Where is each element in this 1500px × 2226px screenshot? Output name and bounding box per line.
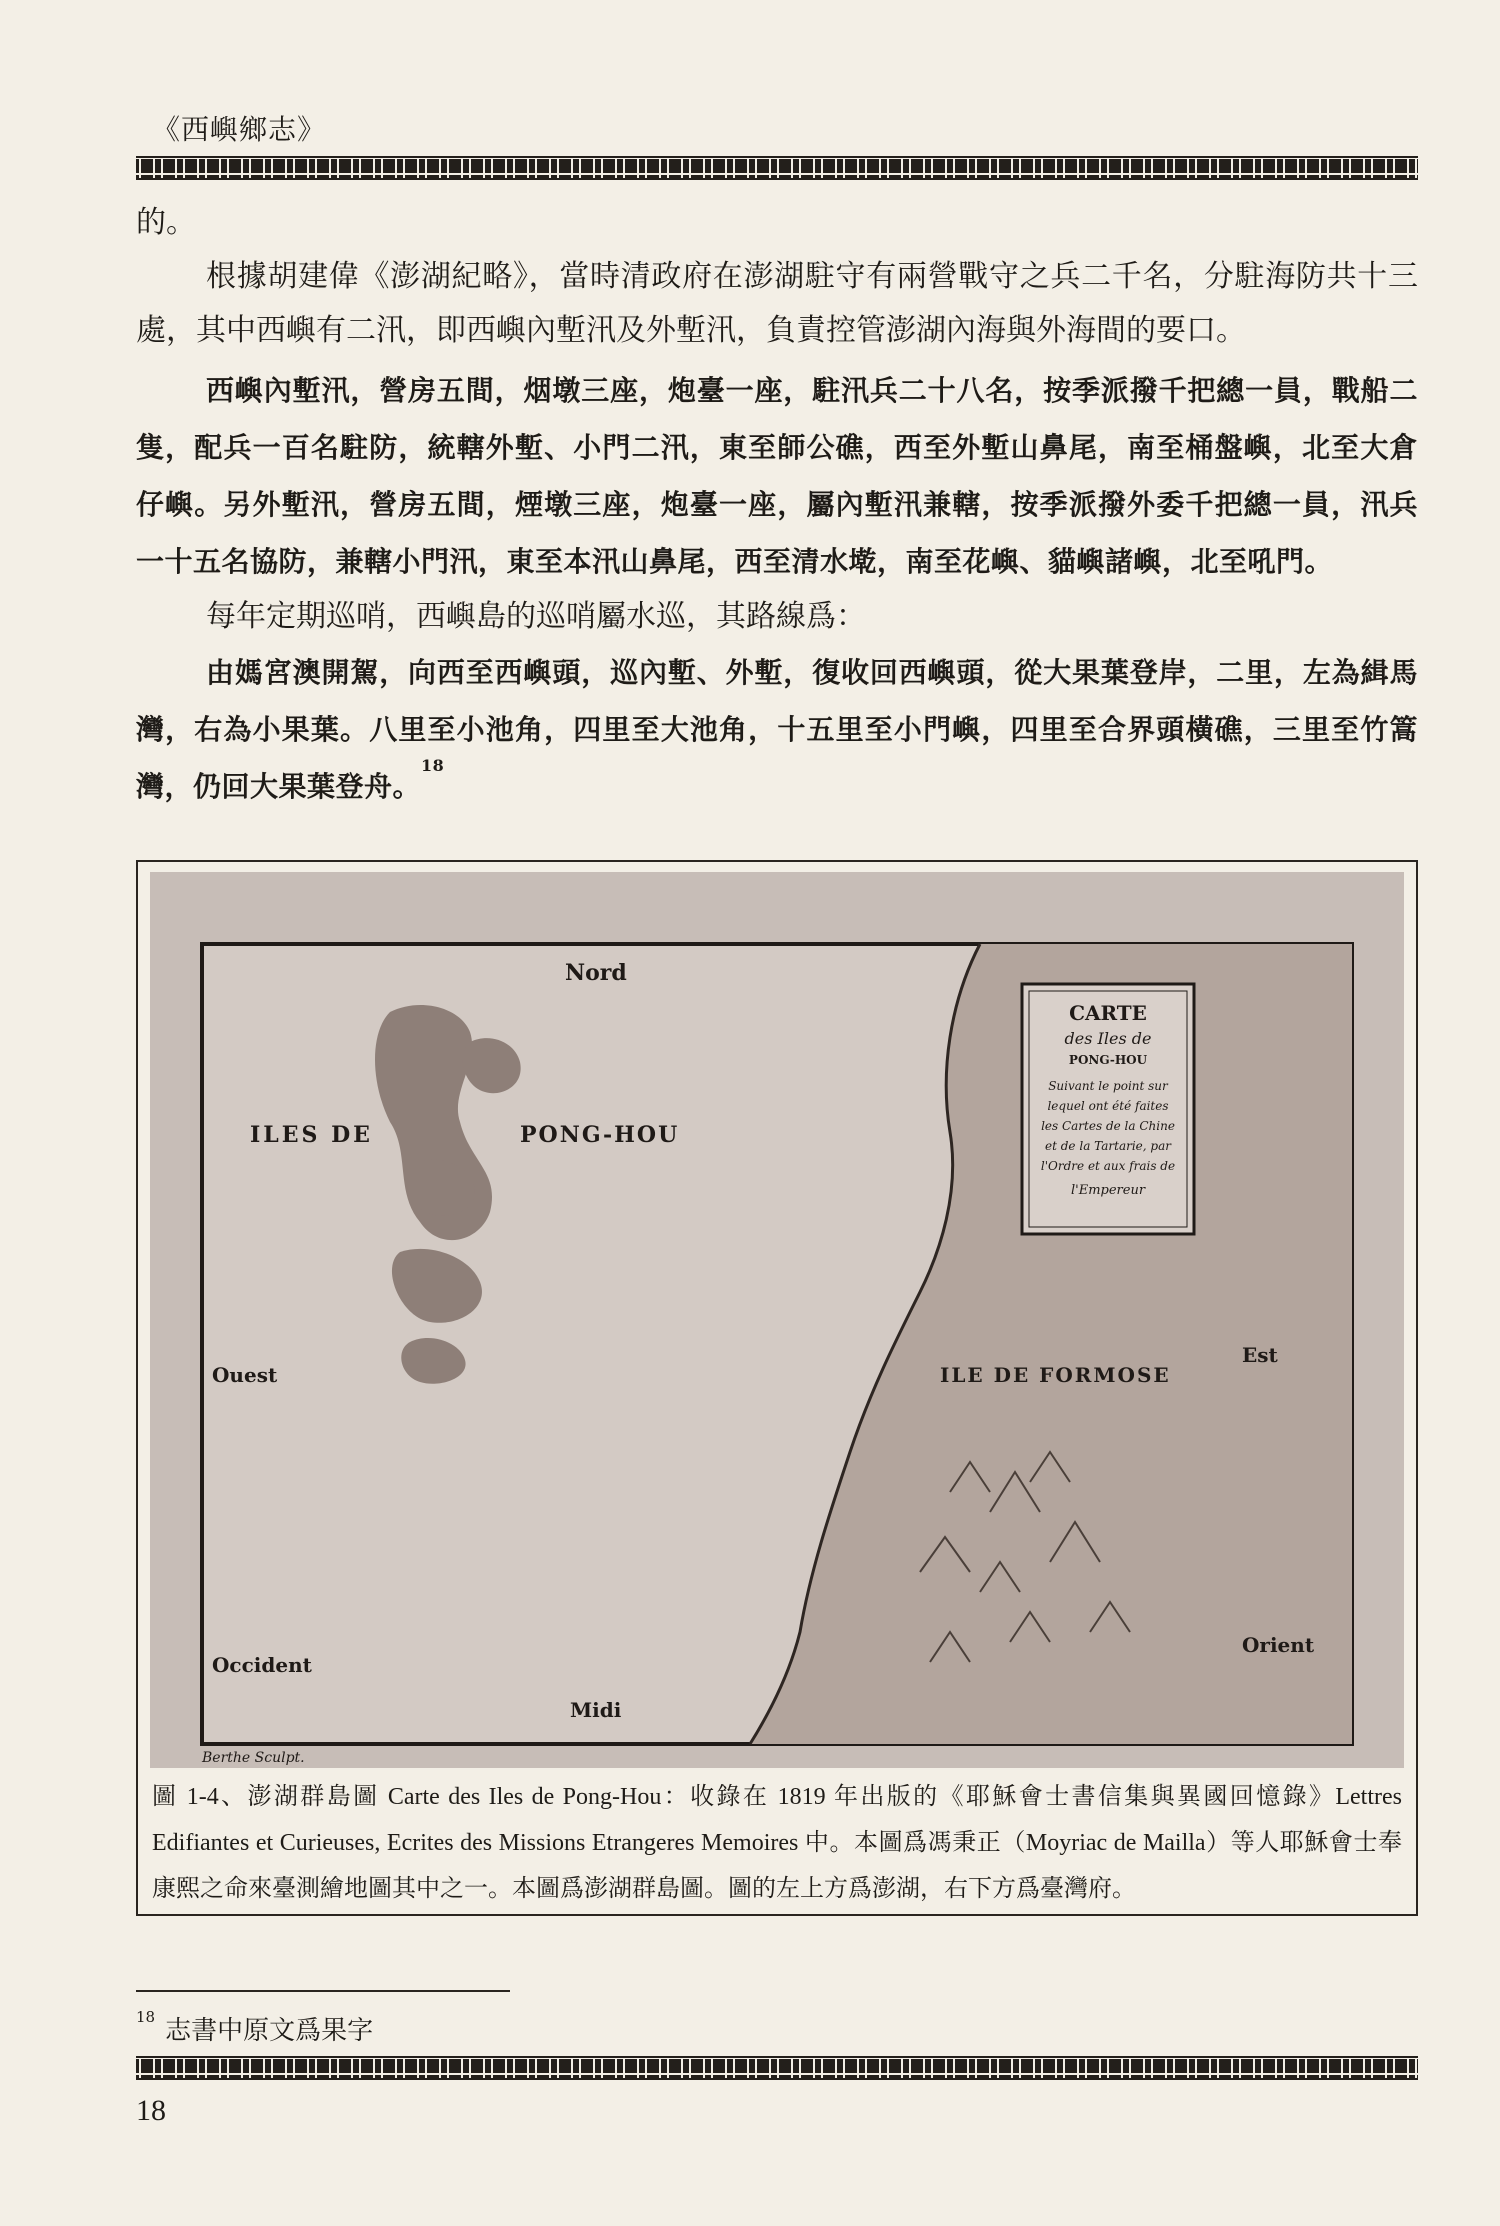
quote-patrol-route <box>136 644 1418 815</box>
cartouche-name: PONG-HOU <box>1068 1053 1148 1067</box>
page-number: 18 <box>136 2094 166 2127</box>
footnote-18 <box>136 2010 373 2047</box>
label-midi: Midi <box>570 1698 622 1722</box>
line-continuation: 的。 <box>136 205 196 240</box>
label-iles-de: ILES DE <box>250 1122 373 1148</box>
footnote-divider <box>136 1990 510 1992</box>
cartouche-line-2: lequel ont été faites <box>1047 1099 1169 1113</box>
label-est: Est <box>1242 1343 1278 1367</box>
cartouche-line-6: l'Empereur <box>1070 1183 1146 1198</box>
label-ile-de-formose: ILE DE FORMOSE <box>940 1363 1171 1387</box>
cartouche-subtitle: des Iles de <box>1064 1029 1152 1048</box>
cartouche-line-5: l'Ordre et aux frais de <box>1040 1159 1176 1173</box>
label-occident: Occident <box>212 1653 312 1677</box>
decorative-border-bottom <box>136 2056 1418 2080</box>
map-of-penghu-islands <box>150 872 1404 1768</box>
footnote-text: 志書中原文爲果字 <box>165 2016 374 2046</box>
map-cartouche <box>1022 984 1194 1234</box>
decorative-border-top <box>136 156 1418 180</box>
paragraph-patrol: 每年定期巡哨，西嶼島的巡哨屬水巡，其路線爲： <box>206 599 866 634</box>
label-ouest: Ouest <box>212 1363 278 1387</box>
label-orient: Orient <box>1242 1633 1315 1657</box>
main-text <box>136 196 1418 815</box>
cartouche-line-1: Suivant le point sur <box>1048 1079 1168 1093</box>
footnote-number: 18 <box>136 2008 156 2026</box>
cartouche-line-3: les Cartes de la Chine <box>1041 1119 1175 1133</box>
historic-map <box>150 872 1404 1768</box>
running-header: 《西嶼鄉志》 <box>152 113 327 146</box>
footnote-ref-18: 18 <box>421 756 445 775</box>
label-nord: Nord <box>565 960 627 986</box>
cartouche-title: CARTE <box>1069 1001 1147 1025</box>
paragraph-hu-jianwei: 根據胡建偉《澎湖紀略》，當時清政府在澎湖駐守有兩營戰守之兵二千名，分駐海防共十三處，其中西嶼有二汛，即西嶼內塹汛及外塹汛，負責控管澎湖內海與外海間的要口。 <box>136 259 1418 348</box>
quote-xiyu-garrisons: 西嶼內塹汛，營房五間，烟墩三座，炮臺一座，駐汛兵二十八名，按季派撥千把總一員，戰船二隻，配兵一百名駐防，統轄外塹、小門二汛，東至師公礁，西至外塹山鼻尾，南至桶盤嶼，北至大倉仔嶼。另外塹汛，營房五間，煙墩三座，炮臺一座，屬內塹汛兼轄，按季派撥外委千把總一員，汛兵一十五名協防，兼轄小門汛，東至本汛山鼻尾，西至清水墘，南至花嶼、貓嶼諸嶼，北至吼門。 <box>136 374 1418 578</box>
label-engraver: Berthe Sculpt. <box>202 1750 305 1766</box>
label-pong-hou: PONG-HOU <box>520 1122 680 1148</box>
figure-1-4 <box>136 860 1418 1916</box>
quote-patrol-route-text: 由媽宮澳開駕，向西至西嶼頭，巡內塹、外塹，復收回西嶼頭，從大果葉登岸，二里，左為緝馬灣，右為小果葉。八里至小池角，四里至大池角，十五里至小門嶼，四里至合界頭橫礁，三里至竹篙灣，仍回大果葉登舟。 <box>136 656 1418 803</box>
cartouche-line-4: et de la Tartarie, par <box>1045 1139 1171 1153</box>
figure-caption: 圖 1-4、澎湖群島圖 Carte des Iles de Pong-Hou：收錄在 1819 年出版的《耶穌會士書信集與異國回憶錄》Lettres Edifiantes et Curieuses, Ecrites des Missions Etrangeres Memoires 中。本圖爲馮秉正（Moyriac de Mailla）等人耶穌會士奉康熙之命來臺測繪地圖其中之一。本圖爲澎湖群島圖。圖的左上方爲澎湖，右下方爲臺灣府。 <box>152 1784 1402 1902</box>
